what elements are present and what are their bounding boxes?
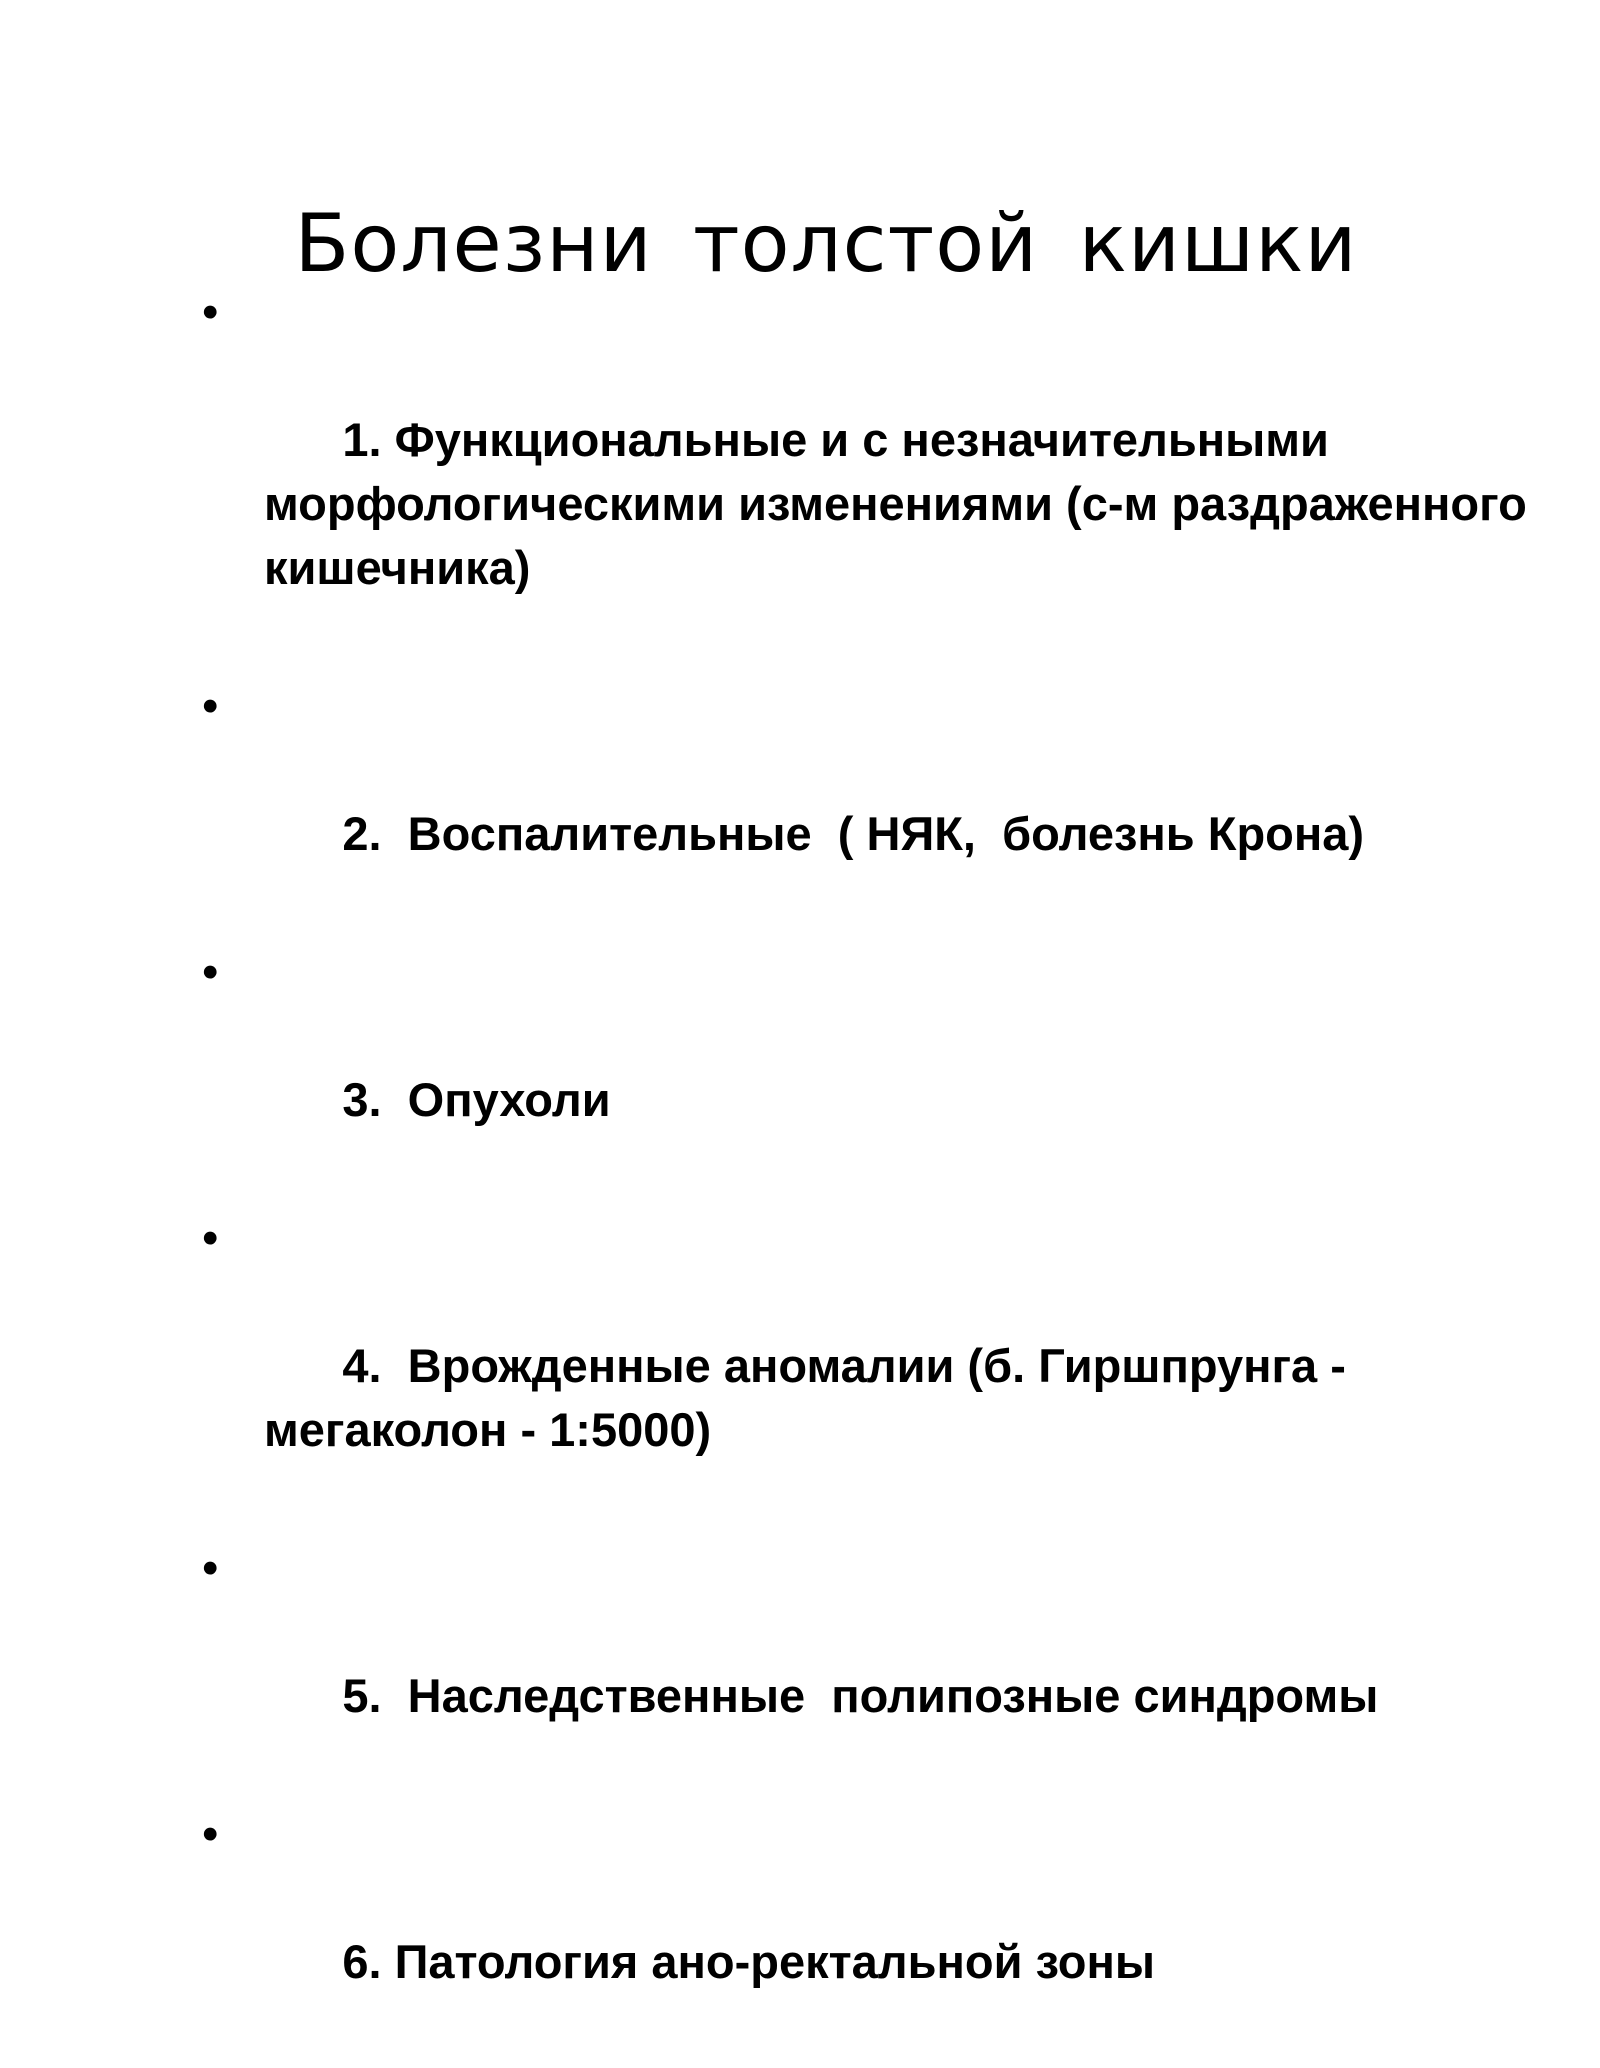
bullet-list [200, 280, 1560, 2068]
bullet-item-4 [200, 1206, 1560, 1526]
bullet-icon: • [202, 1211, 219, 1264]
slide-title: Болезни толстой кишки [294, 196, 1358, 290]
bullet-icon: • [202, 285, 219, 338]
bullet-item-6 [200, 1802, 1560, 2058]
bullet-icon: • [202, 1807, 219, 1860]
bullet-text: 5. Наследственные полипозные синдромы [342, 1669, 1379, 1722]
bullet-text: 1. Функциональные и с незначительными морфологическими изменениями (с-м раздраженного кишечника) [264, 413, 1540, 594]
bullet-icon: • [202, 1541, 219, 1594]
bullet-item-5 [200, 1536, 1560, 1792]
bullet-icon: • [202, 945, 219, 998]
bullet-item-2 [200, 674, 1560, 930]
bullet-item-3 [200, 940, 1560, 1196]
bullet-text: 2. Воспалительные ( НЯК, болезнь Крона) [342, 807, 1365, 860]
bullet-text: 4. Врожденные аномалии (б. Гиршпрунга - мегаколон - 1:5000) [264, 1339, 1359, 1456]
bullet-text: 3. Опухоли [342, 1073, 611, 1126]
bullet-item-1 [200, 280, 1560, 664]
bullet-text: 6. Патология ано-ректальной зоны [342, 1935, 1156, 1988]
bullet-icon: • [202, 679, 219, 732]
